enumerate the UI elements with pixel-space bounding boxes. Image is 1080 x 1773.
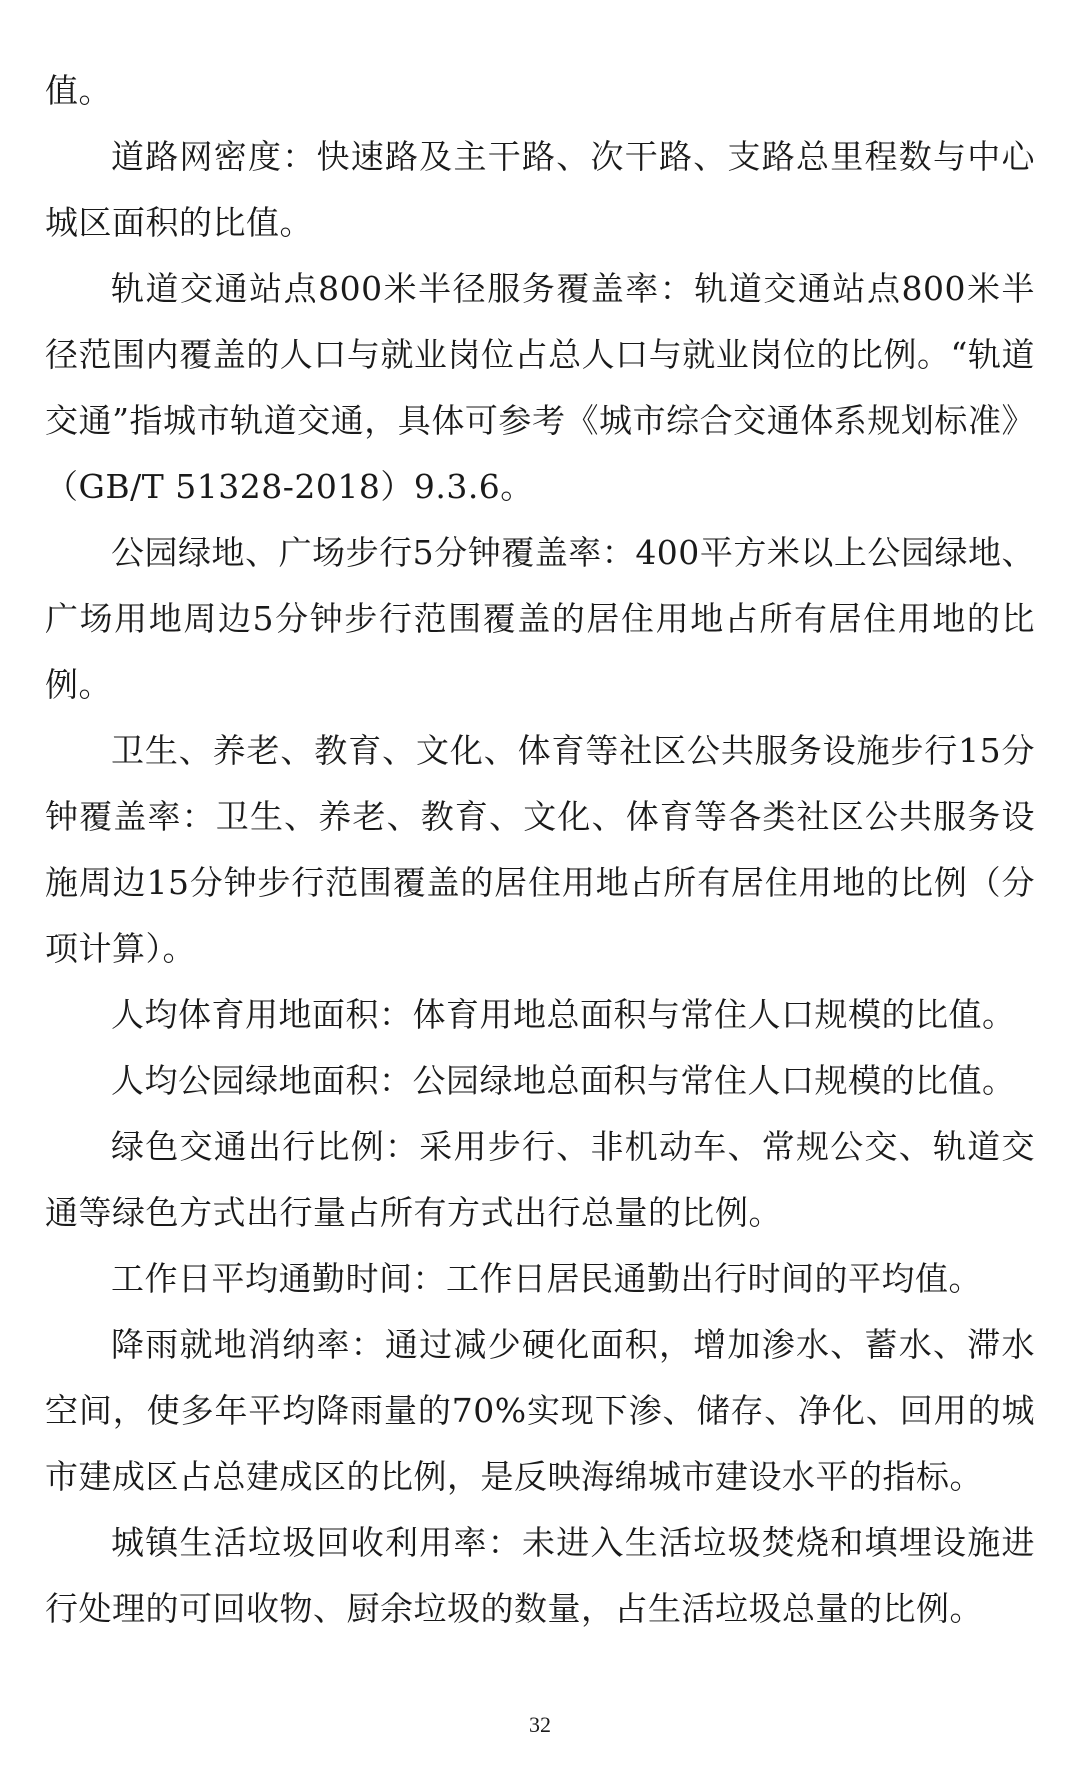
paragraph-park-plaza-coverage: 公园绿地、广场步行5分钟覆盖率：400平方米以上公园绿地、广场用地周边5分钟步行范围覆盖的居住用地占所有居住用地的比例。 bbox=[45, 533, 1035, 704]
paragraph-rainfall-absorption: 降雨就地消纳率：通过减少硬化面积，增加渗水、蓄水、滞水空间，使多年平均降雨量的70%实现下渗、储存、净化、回用的城市建成区占总建成区的比例，是反映海绵城市建设水平的指标。 bbox=[45, 1325, 1035, 1496]
paragraph-commute-time: 工作日平均通勤时间：工作日居民通勤出行时间的平均值。 bbox=[111, 1259, 982, 1298]
paragraph-continuation: 值。 bbox=[45, 71, 112, 110]
paragraph-sports-land-per-capita: 人均体育用地面积：体育用地总面积与常住人口规模的比值。 bbox=[111, 995, 1016, 1034]
paragraph-road-network-density: 道路网密度：快速路及主干路、次干路、支路总里程数与中心城区面积的比值。 bbox=[45, 137, 1035, 242]
page-number: 32 bbox=[529, 1712, 551, 1737]
paragraph-waste-recycling: 城镇生活垃圾回收利用率：未进入生活垃圾焚烧和填埋设施进行处理的可回收物、厨余垃圾的数量，占生活垃圾总量的比例。 bbox=[45, 1523, 1035, 1628]
paragraph-rail-station-coverage: 轨道交通站点800米半径服务覆盖率：轨道交通站点800米半径范围内覆盖的人口与就业岗位占总人口与就业岗位的比例。“轨道交通”指城市轨道交通，具体可参考《城市综合交通体系规划标准》（GB/T 51328-2018）9.3.6。 bbox=[45, 269, 1035, 506]
paragraph-green-travel-ratio: 绿色交通出行比例：采用步行、非机动车、常规公交、轨道交通等绿色方式出行量占所有方式出行总量的比例。 bbox=[45, 1127, 1035, 1232]
paragraph-park-land-per-capita: 人均公园绿地面积：公园绿地总面积与常住人口规模的比值。 bbox=[111, 1061, 1016, 1100]
document-body bbox=[45, 58, 1035, 1642]
paragraph-public-service-coverage: 卫生、养老、教育、文化、体育等社区公共服务设施步行15分钟覆盖率：卫生、养老、教育、文化、体育等各类社区公共服务设施周边15分钟步行范围覆盖的居住用地占所有居住用地的比例（分项计算）。 bbox=[45, 731, 1035, 968]
